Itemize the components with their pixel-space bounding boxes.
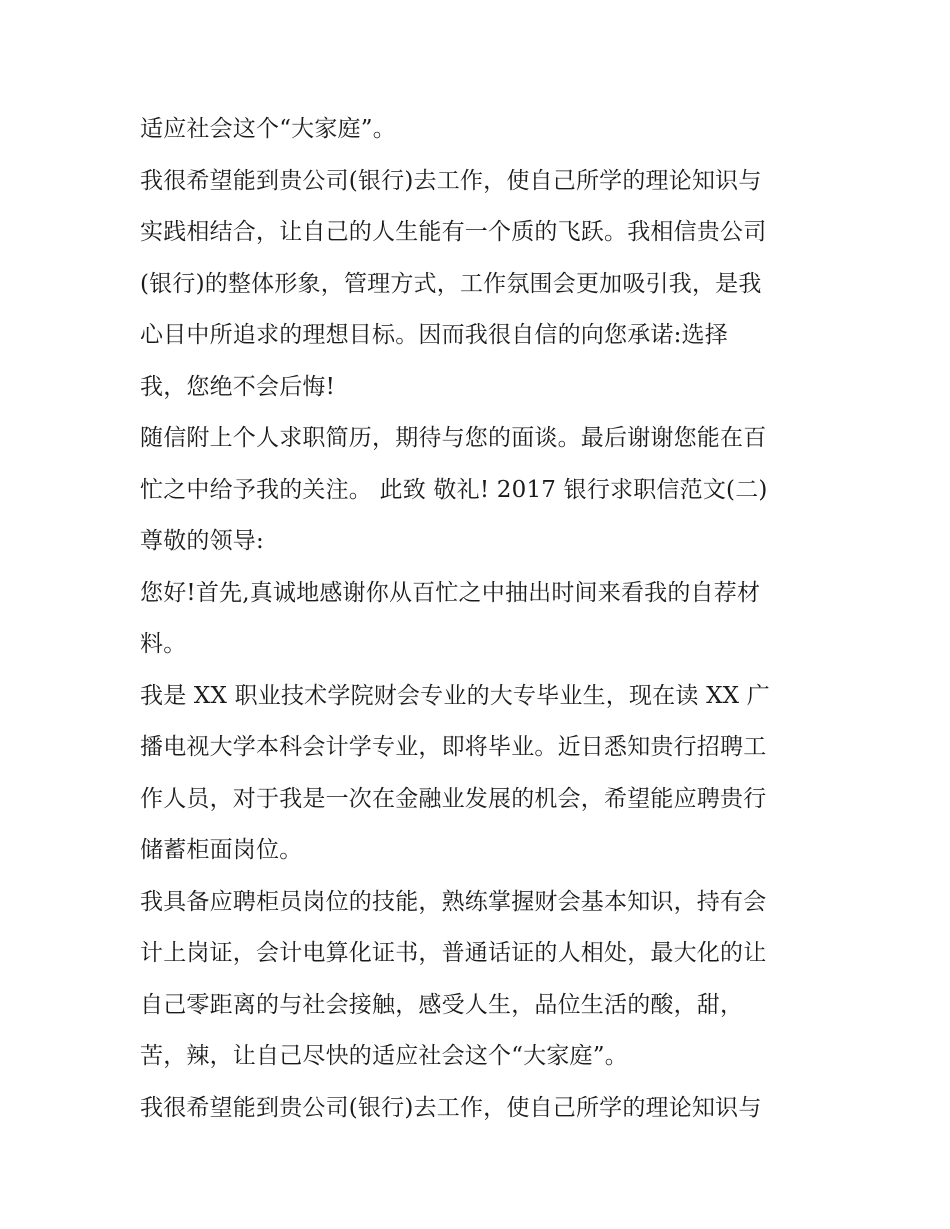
text-line: 我具备应聘柜员岗位的技能，熟练掌握财会基本知识，持有会 (140, 888, 767, 915)
text-line: 料。 (140, 631, 187, 657)
text-line: 苦，辣，让自己尽快的适应社会这个“大家庭”。 (140, 1043, 628, 1069)
text-line: 实践相结合，让自己的人生能有一个质的飞跃。我相信贵公司 (140, 219, 767, 245)
text-line: 您好!首先,真诚地感谢你从百忙之中抽出时间来看我的自荐材 (140, 579, 761, 606)
text-line: 作人员，对于我是一次在金融业发展的机会，希望能应聘贵行 (140, 785, 767, 812)
text-line: 我很希望能到贵公司(银行)去工作，使自己所学的理论知识与 (140, 167, 762, 194)
text-line: 我很希望能到贵公司(银行)去工作，使自己所学的理论知识与 (140, 1094, 762, 1121)
text-line: 计上岗证，会计电算化证书，普通话证的人相处，最大化的让 (140, 940, 767, 966)
text-line: 尊敬的领导: (140, 528, 264, 554)
text-line: 我，您绝不会后悔! (140, 373, 336, 400)
text-line: (银行)的整体形象，管理方式，工作氛围会更加吸引我，是我 (140, 270, 762, 297)
document-body (140, 104, 820, 1134)
text-line: 适应社会这个“大家庭”。 (140, 116, 396, 142)
text-line: 随信附上个人求职简历，期待与您的面谈。最后谢谢您能在百 (140, 425, 767, 451)
text-line: 忙之中给予我的关注。 此致 敬礼! 2017 银行求职信范文(二) (140, 476, 768, 503)
text-line: 心目中所追求的理想目标。因而我很自信的向您承诺:选择 (140, 322, 728, 348)
text-line: 播电视大学本科会计学专业，即将毕业。近日悉知贵行招聘工 (140, 734, 767, 760)
text-line: 我是 XX 职业技术学院财会专业的大专毕业生，现在读 XX 广 (140, 682, 770, 709)
text-line: 储蓄柜面岗位。 (140, 837, 303, 863)
text-line: 自己零距离的与社会接触，感受人生，品位生活的酸，甜， (140, 991, 744, 1018)
